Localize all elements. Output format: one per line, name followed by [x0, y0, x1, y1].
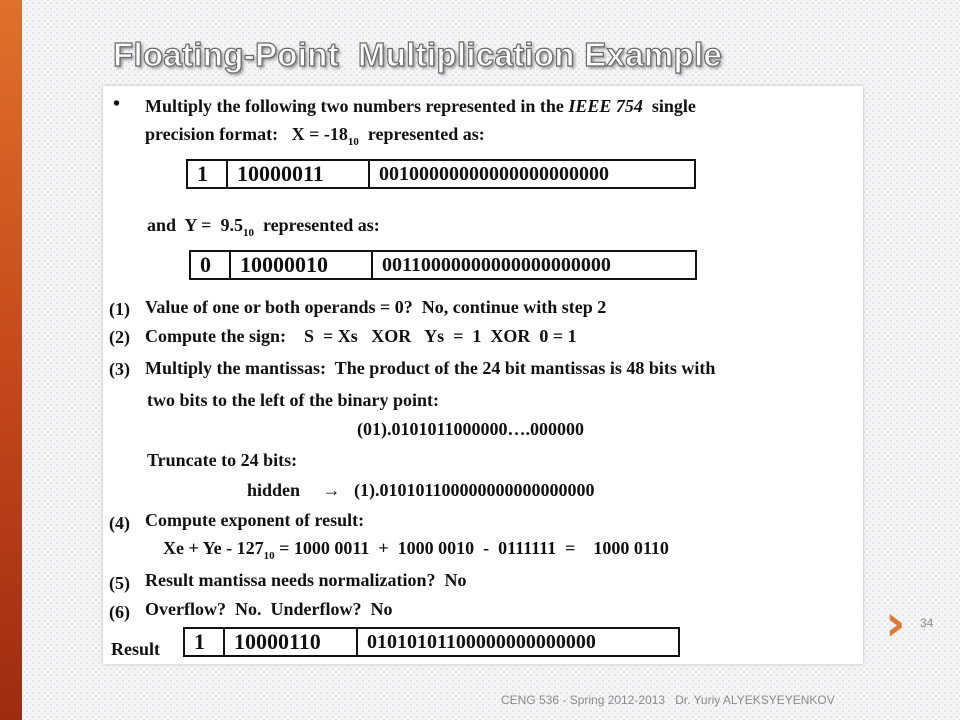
step-1-text: Value of one or both operands = 0? No, continue with step 2	[145, 297, 607, 317]
intro-line-1	[145, 97, 696, 115]
x-sign-bit: 1	[188, 161, 228, 187]
result-label: Result	[111, 639, 160, 659]
x-mantissa-bits: 00100000000000000000000	[379, 162, 609, 185]
x-definition: precision format: X = -18	[145, 124, 348, 144]
step-4-number: (4)	[109, 513, 130, 533]
slide-footer: CENG 536 - Spring 2012-2013 Dr. Yuriy ALYEKSYEYENKOV	[501, 693, 835, 707]
step-6-text: Overflow? No. Underflow? No	[145, 599, 393, 619]
x-exponent-bits: 10000011	[228, 161, 370, 187]
bullet-icon: •	[113, 93, 121, 115]
result-mantissa-bits: 01010101100000000000000	[367, 630, 596, 653]
x-ieee-representation	[186, 159, 696, 189]
y-represented-as: represented as:	[253, 215, 380, 235]
accent-side-bar	[0, 0, 22, 720]
exponent-rhs: = 1000 0011 + 1000 0010 - 0111111 = 1000 0110	[274, 538, 669, 558]
step-3-continuation: two bits to the left of the binary point:	[147, 390, 439, 410]
intro-text: Multiply the following two numbers represented in the	[145, 96, 569, 116]
scanned-content-panel	[103, 86, 863, 664]
result-ieee-representation	[183, 627, 680, 657]
step-6-number: (6)	[109, 602, 130, 622]
exponent-subscript: 10	[263, 550, 275, 562]
truncate-label: Truncate to 24 bits:	[147, 450, 298, 470]
x-subscript: 10	[347, 136, 359, 148]
y-subscript: 10	[242, 227, 254, 239]
ieee-754-text: IEEE 754	[568, 96, 643, 116]
step-5-number: (5)	[109, 573, 130, 593]
y-exponent-bits: 10000010	[231, 252, 373, 278]
step-2-number: (2)	[109, 327, 130, 347]
mantissa-product: (01).0101011000000….000000	[357, 419, 584, 439]
y-mantissa-bits: 00110000000000000000000	[382, 253, 611, 276]
step-2-text: Compute the sign: S = Xs XOR Ys = 1 XOR 0 = 1	[145, 326, 577, 346]
y-definition-line	[147, 216, 380, 239]
intro-line-2	[145, 125, 485, 148]
hidden-bit-result: hidden → (1).010101100000000000000000	[247, 480, 595, 500]
step-3-number: (3)	[109, 359, 130, 379]
slide-title: Floating-Point Multiplication Example	[113, 36, 723, 73]
exponent-computation	[163, 539, 669, 562]
step-4-text: Compute exponent of result:	[145, 510, 365, 530]
x-represented-as: represented as:	[358, 124, 485, 144]
step-1-number: (1)	[109, 299, 130, 319]
step-5-text: Result mantissa needs normalization? No	[145, 570, 467, 590]
result-exponent-bits: 10000110	[225, 629, 358, 655]
exponent-lhs: Xe + Ye - 127	[163, 538, 264, 558]
next-slide-chevron-icon[interactable]: ›	[885, 594, 906, 652]
intro-text-end: single	[642, 96, 696, 116]
y-ieee-representation	[189, 250, 697, 280]
result-sign-bit: 1	[185, 629, 225, 655]
slide-number: 34	[920, 616, 934, 630]
step-3-text: Multiply the mantissas: The product of the 24 bit mantissas is 48 bits with	[145, 358, 716, 378]
y-definition: and Y = 9.5	[147, 215, 243, 235]
y-sign-bit: 0	[191, 252, 231, 278]
